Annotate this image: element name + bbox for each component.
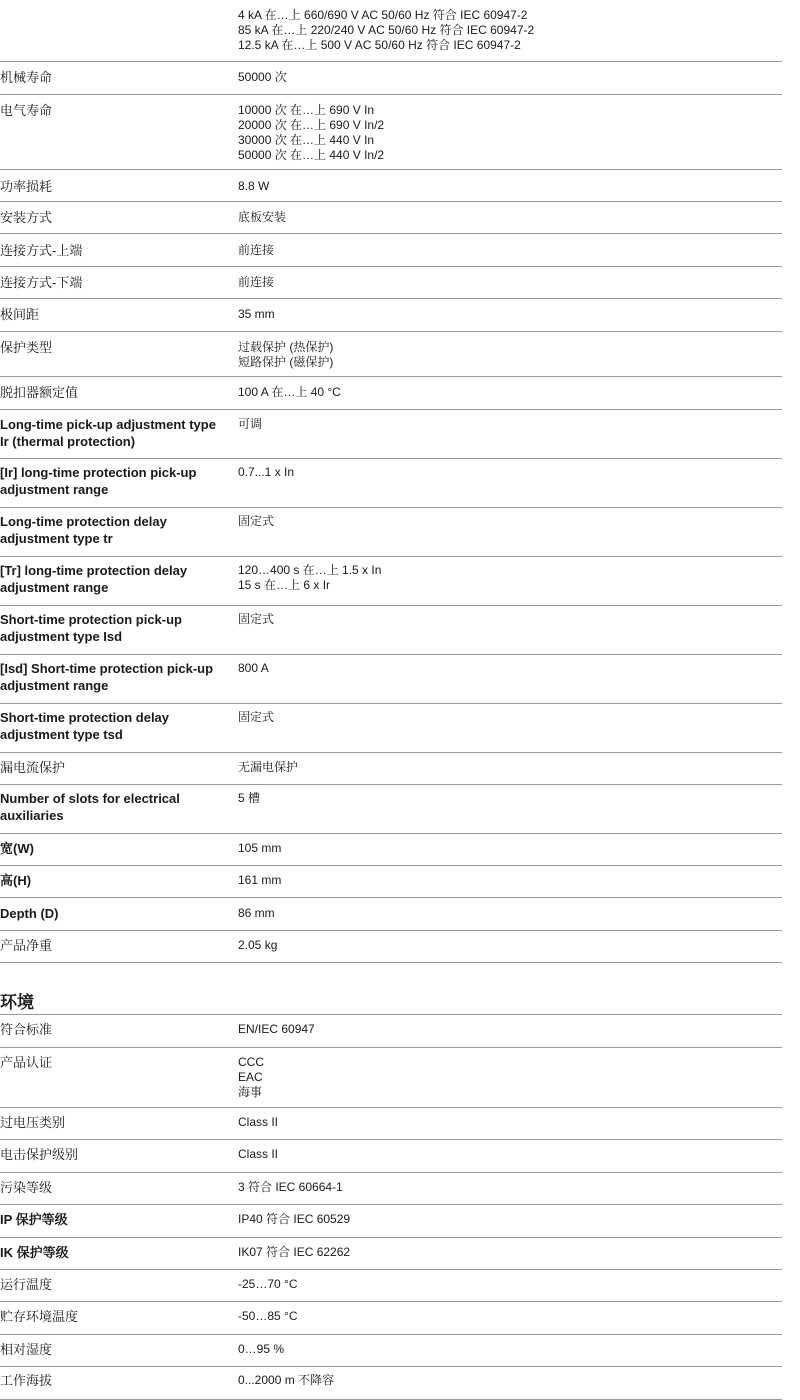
environment-section-header	[0, 963, 782, 1015]
spec-value	[228, 95, 782, 169]
spec-label: 工作海拔	[0, 1373, 53, 1388]
spec-row	[0, 834, 782, 866]
spec-row	[0, 866, 782, 898]
spec-value-line: 86 mm	[238, 906, 275, 920]
spec-value-line: 8.8 W	[238, 179, 270, 193]
spec-row	[0, 62, 782, 95]
spec-value	[228, 1238, 782, 1269]
spec-value-line: 固定式	[238, 612, 275, 626]
spec-row	[0, 234, 782, 267]
spec-label: 运行温度	[0, 1277, 53, 1292]
spec-value	[228, 202, 782, 233]
spec-label: 电气寿命	[0, 103, 53, 118]
spec-value	[228, 866, 782, 897]
spec-label: 过电压类别	[0, 1115, 66, 1130]
spec-row	[0, 931, 782, 963]
spec-value-line: 0…95 %	[238, 1342, 285, 1356]
spec-value	[228, 557, 782, 605]
spec-label: 产品认证	[0, 1055, 53, 1070]
spec-row	[0, 1048, 782, 1108]
spec-label: Long-time pick-up adjustment type Ir (thermal protection)	[0, 417, 216, 449]
spec-value-line: 35 mm	[238, 307, 275, 321]
spec-value-line: 前连接	[238, 275, 275, 289]
spec-row	[0, 704, 782, 753]
spec-label: 相对湿度	[0, 1342, 53, 1357]
spec-value-line: 50000 次	[238, 70, 287, 84]
spec-value-line: CCC	[238, 1055, 264, 1069]
spec-label: Short-time protection pick-up adjustment type Isd	[0, 612, 182, 644]
spec-row	[0, 1335, 782, 1367]
spec-value-line: 可调	[238, 417, 263, 431]
spec-value-line: 3 符合 IEC 60664-1	[238, 1180, 343, 1194]
spec-label: Short-time protection delay adjustment type tsd	[0, 710, 170, 742]
spec-value-line: 短路保护 (磁保护)	[238, 355, 334, 369]
spec-value-line: -25…70 °C	[238, 1277, 298, 1291]
spec-value	[228, 508, 782, 556]
spec-label: 符合标准	[0, 1022, 53, 1037]
spec-label: 污染等级	[0, 1180, 53, 1195]
spec-value-line: 800 A	[238, 661, 269, 675]
spec-label: 功率损耗	[0, 179, 53, 194]
spec-row	[0, 785, 782, 834]
spec-value	[228, 332, 782, 376]
spec-value-line: 30000 次 在…上 440 V In	[238, 133, 375, 147]
environment-table	[0, 1015, 782, 1400]
spec-value-line: 20000 次 在…上 690 V In/2	[238, 118, 385, 132]
spec-value-line: 15 s 在…上 6 x Ir	[238, 578, 331, 592]
spec-value-line: 4 kA 在…上 660/690 V AC 50/60 Hz 符合 IEC 60947-2	[238, 8, 528, 22]
spec-label: Depth (D)	[0, 906, 59, 921]
spec-value-line: Class II	[238, 1115, 279, 1129]
spec-value-line: 0.7...1 x In	[238, 465, 295, 479]
spec-row	[0, 202, 782, 234]
spec-row	[0, 606, 782, 655]
spec-value	[228, 267, 782, 298]
spec-value-line: 无漏电保护	[238, 760, 299, 774]
spec-row	[0, 898, 782, 931]
spec-label: 产品净重	[0, 938, 53, 953]
spec-value-line: 10000 次 在…上 690 V In	[238, 103, 375, 117]
spec-row	[0, 1270, 782, 1302]
spec-value	[228, 1205, 782, 1237]
spec-row	[0, 459, 782, 508]
spec-value	[228, 1270, 782, 1301]
spec-value	[228, 898, 782, 930]
spec-value	[228, 377, 782, 409]
spec-value	[228, 1048, 782, 1107]
spec-value	[228, 234, 782, 266]
spec-value	[228, 1173, 782, 1204]
spec-label: 连接方式-上端	[0, 243, 83, 258]
spec-value-line: 海事	[238, 1085, 263, 1099]
spec-label: 漏电流保护	[0, 760, 66, 775]
spec-value-line: 85 kA 在…上 220/240 V AC 50/60 Hz 符合 IEC 60947-2	[238, 23, 535, 37]
spec-label: 安装方式	[0, 210, 53, 225]
spec-row	[0, 332, 782, 377]
spec-row	[0, 655, 782, 704]
spec-value	[228, 931, 782, 962]
spec-row	[0, 170, 782, 202]
spec-value-line: 前连接	[238, 243, 275, 257]
spec-label: [Tr] long-time protection delay adjustment range	[0, 563, 188, 595]
spec-row	[0, 1238, 782, 1270]
spec-label: 脱扣器额定值	[0, 385, 79, 400]
spec-value	[228, 785, 782, 833]
spec-row	[0, 95, 782, 170]
spec-row	[0, 377, 782, 410]
spec-value-line: EN/IEC 60947	[238, 1022, 315, 1036]
spec-value-line: 固定式	[238, 710, 275, 724]
section-title-environment: 环境	[0, 993, 34, 1012]
spec-row	[0, 1205, 782, 1238]
spec-label	[0, 0, 228, 61]
spec-value	[228, 299, 782, 331]
spec-label: 宽(W)	[0, 841, 34, 856]
spec-label: Number of slots for electrical auxiliaries	[0, 791, 180, 823]
spec-value	[228, 410, 782, 458]
spec-label: 贮存环境温度	[0, 1309, 79, 1324]
spec-label: 连接方式-下端	[0, 275, 83, 290]
spec-value	[228, 170, 782, 201]
spec-value-line: 120…400 s 在…上 1.5 x In	[238, 563, 382, 577]
spec-value	[228, 459, 782, 507]
spec-label: 极间距	[0, 307, 40, 322]
spec-row	[0, 753, 782, 785]
spec-row	[0, 267, 782, 299]
spec-value	[228, 606, 782, 654]
spec-row	[0, 410, 782, 459]
spec-row	[0, 0, 782, 62]
spec-value-line: IK07 符合 IEC 62262	[238, 1245, 351, 1259]
spec-row	[0, 1108, 782, 1140]
spec-value	[228, 0, 782, 61]
spec-label: 机械寿命	[0, 70, 53, 85]
spec-value-line: 100 A 在…上 40 °C	[238, 385, 341, 399]
spec-value	[228, 753, 782, 784]
spec-row	[0, 1302, 782, 1335]
spec-value-line: IP40 符合 IEC 60529	[238, 1212, 351, 1226]
spec-value-line: 105 mm	[238, 841, 282, 855]
spec-value	[228, 655, 782, 703]
spec-value-line: 50000 次 在…上 440 V In/2	[238, 148, 385, 162]
spec-label: [Ir] long-time protection pick-up adjustment range	[0, 465, 197, 497]
spec-value	[228, 1015, 782, 1047]
spec-value	[228, 704, 782, 752]
spec-label: 保护类型	[0, 340, 53, 355]
spec-value-line: EAC	[238, 1070, 263, 1084]
spec-value-line: 5 槽	[238, 791, 261, 805]
spec-label: 高(H)	[0, 873, 32, 888]
spec-label: 电击保护级别	[0, 1147, 79, 1162]
spec-value-line: 0...2000 m 不降容	[238, 1373, 335, 1387]
spec-value-line: 161 mm	[238, 873, 282, 887]
spec-row	[0, 1367, 782, 1400]
spec-value	[228, 62, 782, 94]
spec-value	[228, 1335, 782, 1366]
spec-value-line: 底板安装	[238, 210, 287, 224]
spec-row	[0, 1015, 782, 1048]
spec-label: IP 保护等级	[0, 1212, 68, 1227]
spec-value-line: 固定式	[238, 514, 275, 528]
spec-value	[228, 834, 782, 865]
spec-value	[228, 1367, 782, 1399]
spec-value	[228, 1140, 782, 1172]
spec-label: Long-time protection delay adjustment type tr	[0, 514, 167, 546]
spec-label: [Isd] Short-time protection pick-up adjustment range	[0, 661, 214, 693]
spec-row	[0, 557, 782, 606]
spec-row	[0, 299, 782, 332]
spec-value-line: 过载保护 (热保护)	[238, 340, 334, 354]
spec-value	[228, 1108, 782, 1139]
spec-row	[0, 1140, 782, 1173]
spec-label: IK 保护等级	[0, 1245, 69, 1260]
spec-value-line: Class II	[238, 1147, 279, 1161]
spec-value-line: 12.5 kA 在…上 500 V AC 50/60 Hz 符合 IEC 60947-2	[238, 38, 521, 52]
spec-value	[228, 1302, 782, 1334]
spec-value-line: -50…85 °C	[238, 1309, 298, 1323]
spec-row	[0, 508, 782, 557]
spec-row	[0, 1173, 782, 1205]
spec-value-line: 2.05 kg	[238, 938, 278, 952]
